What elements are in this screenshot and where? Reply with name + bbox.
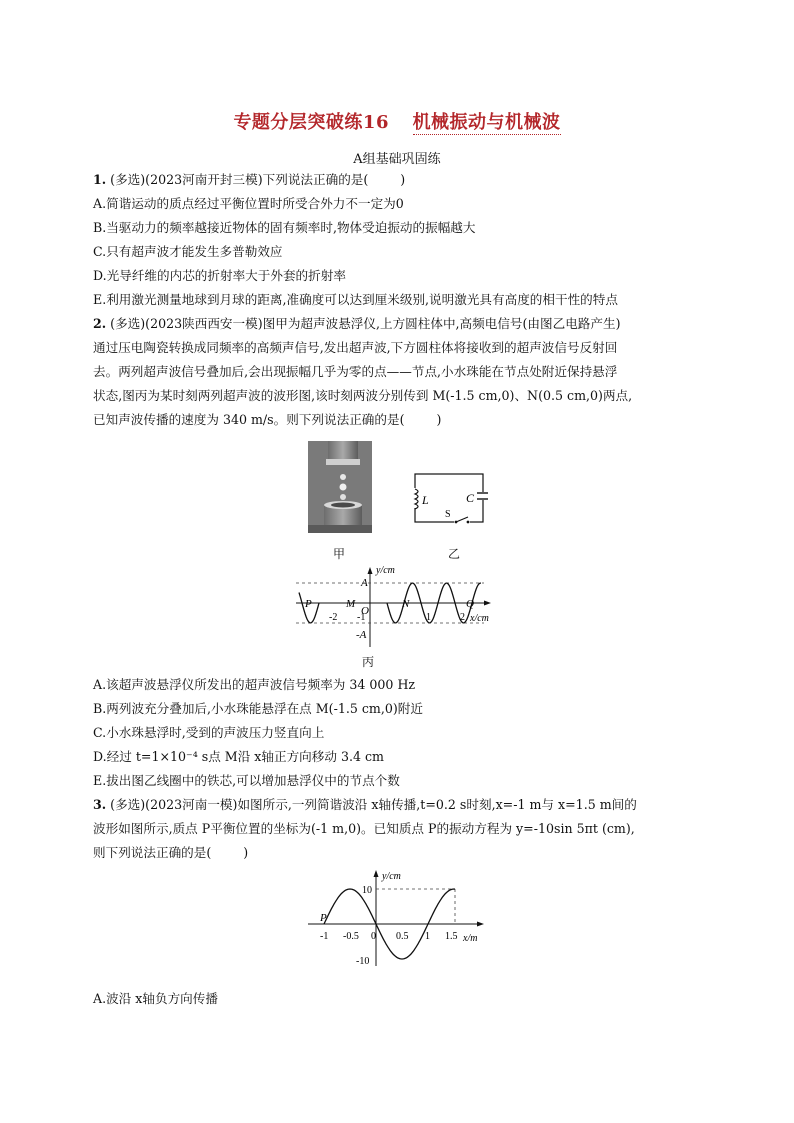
y-axis-label: y/cm xyxy=(382,871,401,882)
page-title xyxy=(0,108,794,134)
q2-stem-line-3: 去。两列超声波信号叠加后,会出现振幅几乎为零的点——节点,小水珠能在节点处附近保持悬浮 xyxy=(93,364,618,379)
q2-stem-line-1: 2. (多选)(2023陕西西安一模)图甲为超声波悬浮仪,上方圆柱体中,高频电信号(由图乙电路产生) xyxy=(93,316,621,331)
tick-label: 2 xyxy=(460,612,465,623)
tick-label: 1 xyxy=(426,612,431,623)
x-axis-label: x/cm xyxy=(470,613,489,624)
label-s: S xyxy=(445,509,451,520)
tick-label: 1 xyxy=(425,931,430,942)
y-axis-label: y/cm xyxy=(376,565,395,576)
point-q-label: Q xyxy=(466,598,474,610)
q3-option-a: A.波沿 x轴负方向传播 xyxy=(93,991,218,1006)
tick-label: 1.5 xyxy=(445,931,458,942)
q3-stem-line-3: 则下列说法正确的是( ) xyxy=(93,845,249,860)
q2-option-e: E.拔出图乙线圈中的铁芯,可以增加悬浮仪中的节点个数 xyxy=(93,773,400,788)
q2-stem-line-4: 状态,图丙为某时刻两列超声波的波形图,该时刻两波分别传到 M(-1.5 cm,0)、N(0.5 cm,0)两点, xyxy=(93,388,633,403)
q2-stem-line-5: 已知声波传播的速度为 340 m/s。则下列说法正确的是( ) xyxy=(93,412,442,427)
tick-label: -1 xyxy=(320,931,329,942)
q3-number: 3. xyxy=(93,797,107,812)
q3-stem-line-2: 波形如图所示,质点 P平衡位置的坐标为(-1 m,0)。已知质点 P的振动方程为 y=-10sin 5πt (cm), xyxy=(93,821,635,836)
figure-yi-label: 乙 xyxy=(448,547,461,561)
q2-option-d: D.经过 t=1×10⁻⁴ s点 M沿 x轴正方向移动 3.4 cm xyxy=(93,749,384,764)
point-p-label: P xyxy=(320,912,327,924)
q1-option-b: B.当驱动力的频率越接近物体的固有频率时,物体受迫振动的振幅越大 xyxy=(93,220,476,235)
ultrasonic-levitator-photo xyxy=(308,441,372,533)
origin-label: O xyxy=(361,605,369,617)
x-axis-label: x/m xyxy=(463,933,478,944)
amplitude-top-label: A xyxy=(361,577,368,589)
figure-jia-label: 甲 xyxy=(333,547,346,561)
figure-bing-label: 丙 xyxy=(362,655,375,669)
label-c: C xyxy=(466,491,475,505)
tick-label: 0 xyxy=(371,931,376,942)
q1-stem: 1. (多选)(2023河南开封三模)下列说法正确的是( ) xyxy=(93,172,406,187)
tick-label: 0.5 xyxy=(396,931,409,942)
point-m-label: M xyxy=(346,598,356,610)
lc-circuit-diagram xyxy=(404,470,488,526)
standing-wave-chart xyxy=(290,563,500,653)
label-l: L xyxy=(422,493,429,507)
tick-label: -0.5 xyxy=(343,931,359,942)
q1-stem-text: (多选)(2023河南开封三模)下列说法正确的是( xyxy=(110,172,369,187)
y-min-label: -10 xyxy=(356,956,370,967)
title-prefix: 专题分层突破练16 xyxy=(233,112,389,133)
q1-option-a: A.简谐运动的质点经过平衡位置时所受合外力不一定为0 xyxy=(93,196,404,211)
point-p-label: P xyxy=(305,598,312,610)
q2-number: 2. xyxy=(93,316,107,331)
traveling-wave-chart xyxy=(300,866,500,970)
section-heading: A组基础巩固练 xyxy=(353,152,441,167)
point-n-label: N xyxy=(402,598,410,610)
q2-option-b: B.两列波充分叠加后,小水珠能悬浮在点 M(-1.5 cm,0)附近 xyxy=(93,701,423,716)
q1-option-e: E.利用激光测量地球到月球的距离,准确度可以达到厘米级别,说明激光具有高度的相干性的特点 xyxy=(93,292,618,307)
q2-stem-line-2: 通过压电陶瓷转换成同频率的高频声信号,发出超声波,下方圆柱体将接收到的超声波信号反射回 xyxy=(93,340,618,355)
q1-number: 1. xyxy=(93,172,107,187)
title-topic: 机械振动与机械波 xyxy=(412,112,561,133)
tick-label: -2 xyxy=(329,612,338,623)
q3-stem-line-1: 3. (多选)(2023河南一模)如图所示,一列简谐波沿 x轴传播,t=0.2 s时刻,x=-1 m与 x=1.5 m间的 xyxy=(93,797,637,812)
q1-option-d: D.光导纤维的内芯的折射率大于外套的折射率 xyxy=(93,268,346,283)
tick-label: -1 xyxy=(357,612,366,623)
q2-option-c: C.小水珠悬浮时,受到的声波压力竖直向上 xyxy=(93,725,325,740)
y-max-label: 10 xyxy=(362,885,372,896)
q1-option-c: C.只有超声波才能发生多普勒效应 xyxy=(93,244,283,259)
amplitude-bottom-label: -A xyxy=(356,629,367,641)
q2-option-a: A.该超声波悬浮仪所发出的超声波信号频率为 34 000 Hz xyxy=(93,677,416,692)
